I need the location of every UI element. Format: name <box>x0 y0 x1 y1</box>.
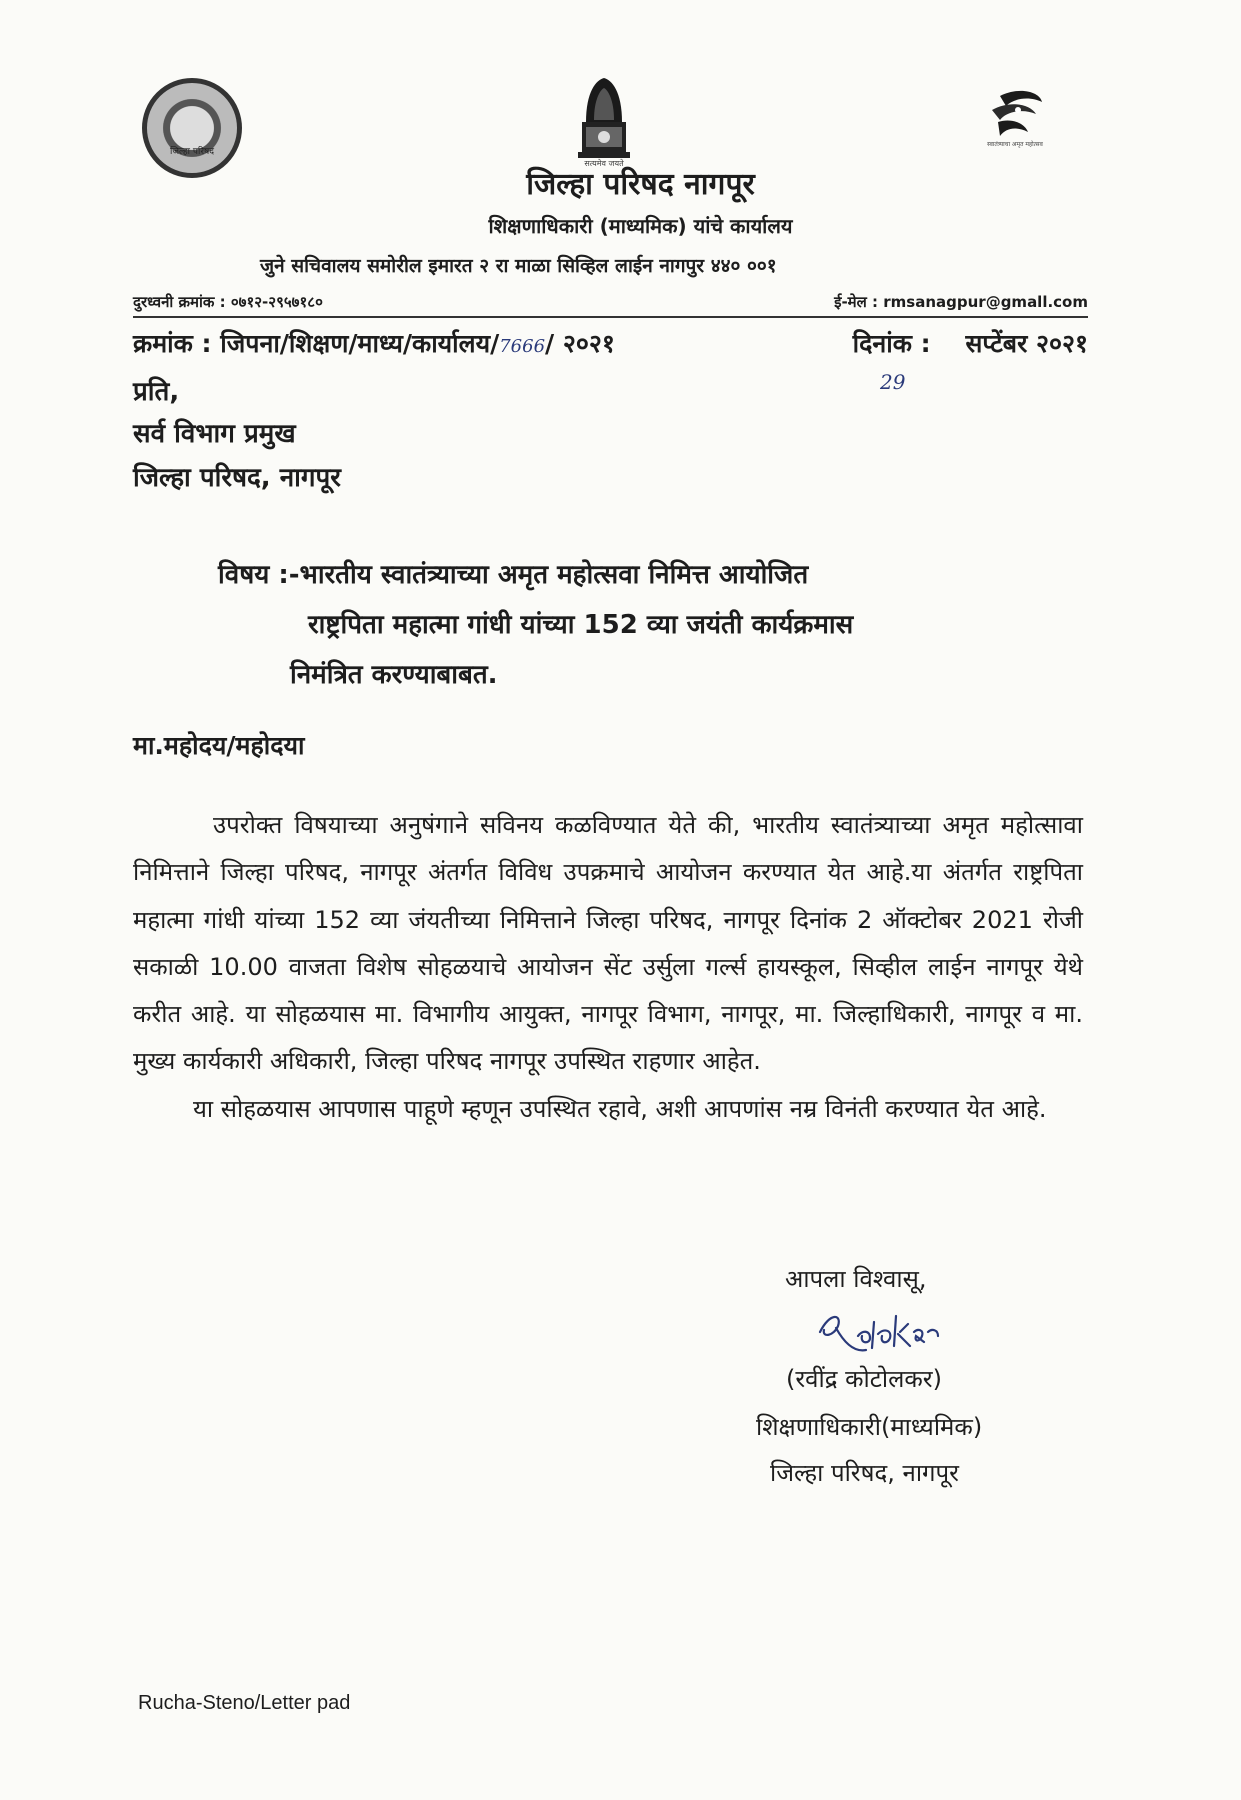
handwritten-signature-icon <box>812 1302 962 1362</box>
emblem-caption: सत्यमेव जयते <box>584 159 624 168</box>
date-month-year: सप्टेंबर २०२१ <box>965 329 1088 358</box>
reference-handwritten-number: 7666 <box>499 336 546 357</box>
reference-number <box>133 326 615 360</box>
letter-date <box>853 326 1088 360</box>
salutation: मा.महोदय/महोदया <box>133 731 305 760</box>
org-name: जिल्हा परिषद नागपूर <box>526 167 755 202</box>
office-address: जुने सचिवालय समोरील इमारत २ रा माळा सिव्हिल लाईन नागपुर ४४० ००१ <box>260 255 777 277</box>
recipient-to: प्रति, <box>133 377 180 407</box>
subject-line-1: विषय :-भारतीय स्वातंत्र्याच्या अमृत महोत्सवा निमित्त आयोजित <box>218 560 809 590</box>
signatory-name: (रवींद्र कोटोलकर) <box>786 1365 942 1393</box>
reference-prefix: क्रमांक : जिपना/शिक्षण/माध्य/कार्यालय/ <box>133 329 500 358</box>
office-name: शिक्षणाधिकारी (माध्यमिक) यांचे कार्यालय <box>488 214 793 238</box>
subject-block <box>218 550 853 700</box>
subject-line-3: निमंत्रित करण्याबाबत. <box>290 660 498 690</box>
recipient-line-2: जिल्हा परिषद, नागपूर <box>133 463 341 493</box>
signatory-designation: शिक्षणाधिकारी(माध्यमिक) <box>756 1413 983 1441</box>
body-paragraph-2: या सोहळयास आपणास पाहूणे म्हणून उपस्थित रहावे, अशी आपणांस नम्र विनंती करण्यात येत आहे. <box>193 1094 1047 1123</box>
reference-suffix: / २०२१ <box>545 329 615 358</box>
recipient-line-1: सर्व विभाग प्रमुख <box>133 419 296 449</box>
body-paragraph-1: उपरोक्त विषयाच्या अनुषंगाने सविनय कळविण्यात येते की, भारतीय स्वातंत्र्याच्या अमृत महोत्सावा निमित्ताने जिल्हा परिषद, नागपूर अंतर्गत विविध उपक्रमाचे आयोजन करण्यात येत आहे.या अंतर्गत राष्ट्रपिता महात्मा गांधी यांच्या 152 व्या जंयतीच्या निमित्ताने जिल्हा परिषद, नागपूर दिनांक 2 ऑक्टोबर 2021 रोजी सकाळी 10.00 वाजता विशेष सोहळयाचे आयोजन सेंट उर्सुला गर्ल्स हायस्कूल, सिव्हील लाईन नागपूर येथे करीत आहे. या सोहळयास मा. विभागीय आयुक्त, नागपूर विभाग, नागपूर, मा. जिल्हाधिकारी, नागपूर व मा. मुख्य कार्यकारी अधिकारी, जिल्हा परिषद नागपूर उपस्थित राहणार आहेत. <box>133 811 1083 1076</box>
header-divider <box>133 316 1088 318</box>
email-address: ई-मेल : rmsanagpur@gmall.com <box>834 293 1088 311</box>
date-handwritten-day: 29 <box>880 370 906 394</box>
seal-text: जिल्हा परिषद <box>170 147 214 157</box>
national-emblem-icon <box>572 72 636 162</box>
logo-caption: स्वातंत्र्याचा अमृत महोत्सव <box>987 141 1043 148</box>
signatory-office: जिल्हा परिषद, नागपूर <box>770 1459 959 1487</box>
footer-note: Rucha-Steno/Letter pad <box>138 1692 351 1714</box>
subject-line-2: राष्ट्रपिता महात्मा गांधी यांच्या 152 व्या जयंती कार्यक्रमास <box>308 610 854 640</box>
closing: आपला विश्वासू, <box>785 1265 927 1293</box>
letter-body <box>133 802 1083 1133</box>
date-label: दिनांक : <box>852 329 931 358</box>
phone-number: दुरध्वनी क्रमांक : ०७१२-२९५७१८० <box>133 293 323 311</box>
